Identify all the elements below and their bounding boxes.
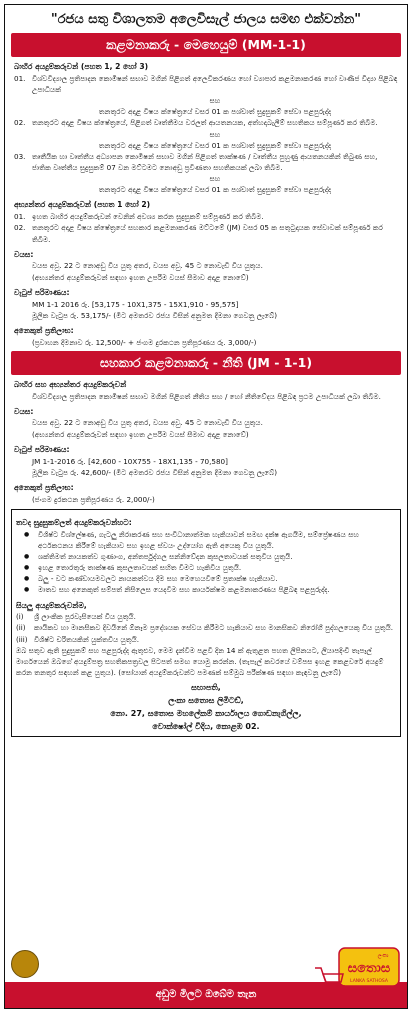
age-line: වයස අවු. 22 ට නොඅඩු විය යුතු අතර, වයස අවු. 45 ට නොවැඩි විය යුතුය. <box>32 418 263 428</box>
internal-applicants-label: අභ්‍යන්තර අයදුම්කරුවන් (පහත 1 හෝ 2) <box>14 200 151 210</box>
bullet-item: ● ශක්තිමත් නායකත්ව ගුණාංග, අන්තර්පුද්ගල සන්නිවේදන කුසලතාවයක් සතුවිය යුතුයි. <box>38 551 396 562</box>
bullet-item: ● මාතව සහ අනෙකුත් සම්පත් නිසිලෙස යෙදවීම සහ කාර්යක්ෂම කළමනාකරණය පිළිබඳ පළපුරුද්ද. <box>38 584 396 595</box>
item-text: කායිකව හා මානසිකව දිවයිනේ ඕනෑම ප්‍රදේශයක සේවය කිරීමට හැකියාව සහ මානසිකව නිරෝගී පුද්ගලයෙකු විය යුතුයි. <box>34 623 394 633</box>
state-emblem-icon <box>11 950 39 978</box>
closing-paragraph: ඔබ සතුව ඇති සුදුසුකම් සහ පළපුරුද්ද ඇතුළුව, මෙම දැන්වීම පළවී දින 14 ක් ඇතුළත පහත ලිපිනයට, ලියාපදිංචි තැපෑල් මාර්ගයෙන් ඔබගේ අයදුම්පත්‍ර සහතිකපත්‍රවල පිටපත් සමඟ යොමු කරන්න. (තැපැල් කවරයේ වම්පස ඉහළ කෙළවරේ අයදුම් කරන තනතුර සඳහන් කළ යුතුය). (සෝයාන් අයදුම්කරුවන්ට පමණක් සම්මුඛ පරීක්ෂණ සඳහා කැඳවනු ලැබේ) <box>16 645 384 678</box>
all-applicants-list <box>16 611 396 644</box>
age-note: (අභ්‍යන්තර අයදුම්කරුවන් සඳහා ඉහත උපරිම වයස් සීමාව අදාළ නොවේ) <box>32 429 249 439</box>
item-text: තනතුරට අදාළ විෂය ක්ෂේත්‍රයේ වසර 01 ක පශ්චාත් සුදුසුකම් සේවා පළපුරුද්ද <box>98 140 332 150</box>
item-text: තනතුරට අදාළ විෂය ක්ෂේත්‍රයේ වසර 01 ක පශ්චාත් සුදුසුකම් සේවා පළපුරුද්ද <box>98 185 332 195</box>
footer-slogan: අඩුම මිලට ඔබේම තැන <box>5 982 407 1008</box>
list-item <box>14 211 398 222</box>
salary-scale: JM 1-1-2016 රු. [42,600 - 10X755 - 18X1,135 - 70,580] <box>32 456 228 466</box>
further-label: තවද සුදුසුකම්ලත් අයදුම්කරුවන්හට: <box>16 517 132 527</box>
qualification-line: විශ්වවිද්‍යාල ප්‍රතිපාදන කොමිෂන් සභාව මගින් පිළිගත් නීතිය සහ / හෝ නීතිවේදය පිළිබඳ ප්‍රථම උපාධියක් ලබා තිබීම. <box>32 391 381 401</box>
item-number <box>14 106 28 117</box>
basic-salary: මූලික වැටුප රු. 42,600/- (මීට අමතරව රජය විසින් අනුමත දීමනා ගෙවනු ලැබේ) <box>32 467 278 477</box>
list-item <box>14 106 398 117</box>
item-text: සහ <box>209 96 221 106</box>
age-label: වයස: <box>14 406 34 416</box>
salary-scale: MM 1-1 2016 රු. [53,175 - 10X1,375 - 15X1,910 - 95,575] <box>32 299 239 309</box>
bullet-item: ● විශිෂ්ට විශ්ලේෂණ, ගැටලු නිරාකරණ සහ සංවිධානාත්මක හැකියාවන් සමඟ දක්ෂ ඇගයීම, සම්ප්‍රේෂණය සහ අර්ථකථනය කිරීමේ හැකියාව සහ ඉහළ ස්වයං උද්යෝග ඇති අයෙකු විය යුතුයි. <box>38 529 396 551</box>
bullet-item: ● බලු - වට කණ්ඩායමවලට නායකත්වය දීම සහ මෙහෙයවීමේ ප්‍රතාක්ෂ හැකියාව. <box>38 573 396 584</box>
skills-list <box>16 529 396 596</box>
list-item <box>14 73 398 95</box>
external-applicants-label: බාහිර අයදුම්කරුවන් (පහත 1, 2 හෝ 3) <box>14 62 149 71</box>
item-text: තනතුරට අදාළ විෂය ක්ෂේත්‍රයේ වසර 01 ක පශ්චාත් සුදුසුකම් සේවා පළපුරුද්ද <box>98 107 332 117</box>
item-text: විශ්වවිද්‍යාල ප්‍රතිපාදන කොමිෂන් සභාව මගින් පිළිගත් අලෙවිකරණය හෝ ව්‍යාපාර කළමනාකරණ හෝ වාණිජ විද්‍යා පිළිබඳ උපාධියක් <box>32 73 398 94</box>
position1-title: කළමනාකරු - මෙහෙයුම් (MM-1-1) <box>11 33 401 57</box>
other-benefits: (ජංගම දුරකථන ප්‍රතිපූරණය රු. 2,000/-) <box>32 494 155 504</box>
item-text: ශ්‍රී ලාංකික පුරවැසියෙක් විය යුතුයි. <box>34 612 136 622</box>
position2-title: සහකාර කළමනාකරු - නීති (JM - 1-1) <box>11 351 401 375</box>
item-number: 01. <box>14 212 26 222</box>
list-item <box>16 611 396 622</box>
list-item <box>14 95 398 106</box>
headline: "රජය සතු විශාලතම අලෙවිසැල් ජාලය සමඟ එක්වන්න" <box>50 12 362 27</box>
signature-title: සභාපති, <box>191 683 221 693</box>
item-number: 01. <box>14 73 26 83</box>
item-number: 02. <box>14 118 26 128</box>
list-item <box>14 222 398 244</box>
item-text: සහ <box>209 129 221 139</box>
age-label: වයස: <box>14 249 34 259</box>
signature-block <box>16 682 396 733</box>
list-item <box>14 173 398 184</box>
item-number: (iii) <box>16 634 28 644</box>
item-number <box>14 129 28 140</box>
age-line: වයස අවු. 22 ට නොඅඩු විය යුතු අතර, වයස අවු. 45 ට නොවැඩි විය යුතුය. <box>32 261 263 271</box>
item-number: (i) <box>16 612 24 622</box>
item-number <box>14 95 28 106</box>
other-benefits: (ප්‍රවාහන දීමනාව රු. 12,500/- + ජංගම දුරකථන ප්‍රතිපූරණය රු. 3,000/-) <box>32 337 257 347</box>
internal-requirements-list <box>14 211 398 244</box>
advertisement <box>4 4 408 1009</box>
other-benefits-label: අනෙකුත් ප්‍රතිලාභ: <box>14 325 74 335</box>
item-text: තනතුරට අදාළ විෂය ක්ෂේත්‍රයේ සහකාර කළමනාකරණ මට්ටමේ (JM) වසර 05 ක සතුටුදායක සේවාවක් සම්පූර්ණ කර තිබීම. <box>32 223 384 244</box>
item-number <box>14 173 28 184</box>
signature-street: වොක්ෂෝල් වීදිය, කොළඹ 02. <box>152 721 260 731</box>
item-text: සහ <box>209 174 221 184</box>
external-requirements-list <box>14 73 398 196</box>
bullet-item: ● ඉහළ තොරතුරු තාක්ෂණ කුසලතාවයක් සහිත වීමට හැකිවිය යුතුයි. <box>38 562 396 573</box>
logo-tag: ලංකා <box>377 953 389 959</box>
item-number <box>14 140 28 151</box>
item-text: තෘතීයික හා වෘත්තීය අධ්‍යාපන කොමිෂන් සභාව මගින් පිළිගත් තාක්ෂණ / වෘත්තීය පුහුණු ආයතනයකින් තිබුණ සහ, ජාතික වෘත්තීය සුදුසුකම් 07 වන මට්ටමට නොඅඩු ප්‍රවීණතා සහතිකයක් ලබා තිබීම. <box>32 151 378 173</box>
item-text: විශිෂ්ට චරිතයකින් යුක්තවිය යුතුයි. <box>34 634 140 644</box>
logo-text: සතොස <box>347 961 391 976</box>
item-number <box>14 184 28 195</box>
list-item <box>14 184 398 195</box>
salary-label: වැටුප් පරිමාණය: <box>14 287 70 297</box>
list-item <box>14 117 398 128</box>
sathosa-logo <box>311 946 401 1004</box>
item-number: 02. <box>14 223 26 233</box>
list-item <box>14 151 398 173</box>
all-applicants-label: සියලු අයදුම්කරුවන්ම, <box>16 600 87 610</box>
item-number: (ii) <box>16 623 26 633</box>
basic-salary: මූලික වැටුප රු. 53,175/- (මීට අමතරව රජය විසින් අනුමත දීමනා ගෙවනු ලැබේ) <box>32 310 278 320</box>
further-info-box <box>11 509 401 738</box>
list-item <box>16 622 396 633</box>
list-item <box>14 129 398 140</box>
signature-company: ලංකා සතොස ලිමිටඩ්, <box>168 696 244 705</box>
list-item <box>16 634 396 645</box>
applicants-label: බාහිර සහ අභ්‍යන්තර අයදුම්කරුවන් <box>14 379 127 389</box>
item-number: 03. <box>14 151 26 161</box>
age-note: (අභ්‍යන්තර අයදුම්කරුවන් සඳහා ඉහත උපරිම වයස් සීමාව අදාළ නොවේ) <box>32 272 249 282</box>
other-benefits-label: අනෙකුත් ප්‍රතිලාභ: <box>14 482 74 492</box>
logo-sub: LANKA SATHOSA <box>350 979 388 984</box>
position1-section <box>5 61 407 348</box>
signature-address: නො. 27, සතොස මහලේකම් කාර්යාලය ගොඩනැගිල්ල, <box>110 708 302 718</box>
position2-section <box>5 379 407 505</box>
salary-label: වැටුප් පරිමාණය: <box>14 444 70 454</box>
item-text: තනතුරට අදාළ විෂය ක්ෂේත්‍රයේ, පිළිගත් වෘත්තීමය වරලත් ආයතනයක, අත්හදාබැලීම් සහතිකය සම්පූර්ණ කර තිබීම. <box>32 118 378 128</box>
item-text: ඉහත බාහිර අයදුම්කරුවන් වෙනින් අවශ්‍ය කරන සුදුසුකම් සම්පූර්ණ කර තිබීම. <box>32 212 264 222</box>
list-item <box>14 140 398 151</box>
